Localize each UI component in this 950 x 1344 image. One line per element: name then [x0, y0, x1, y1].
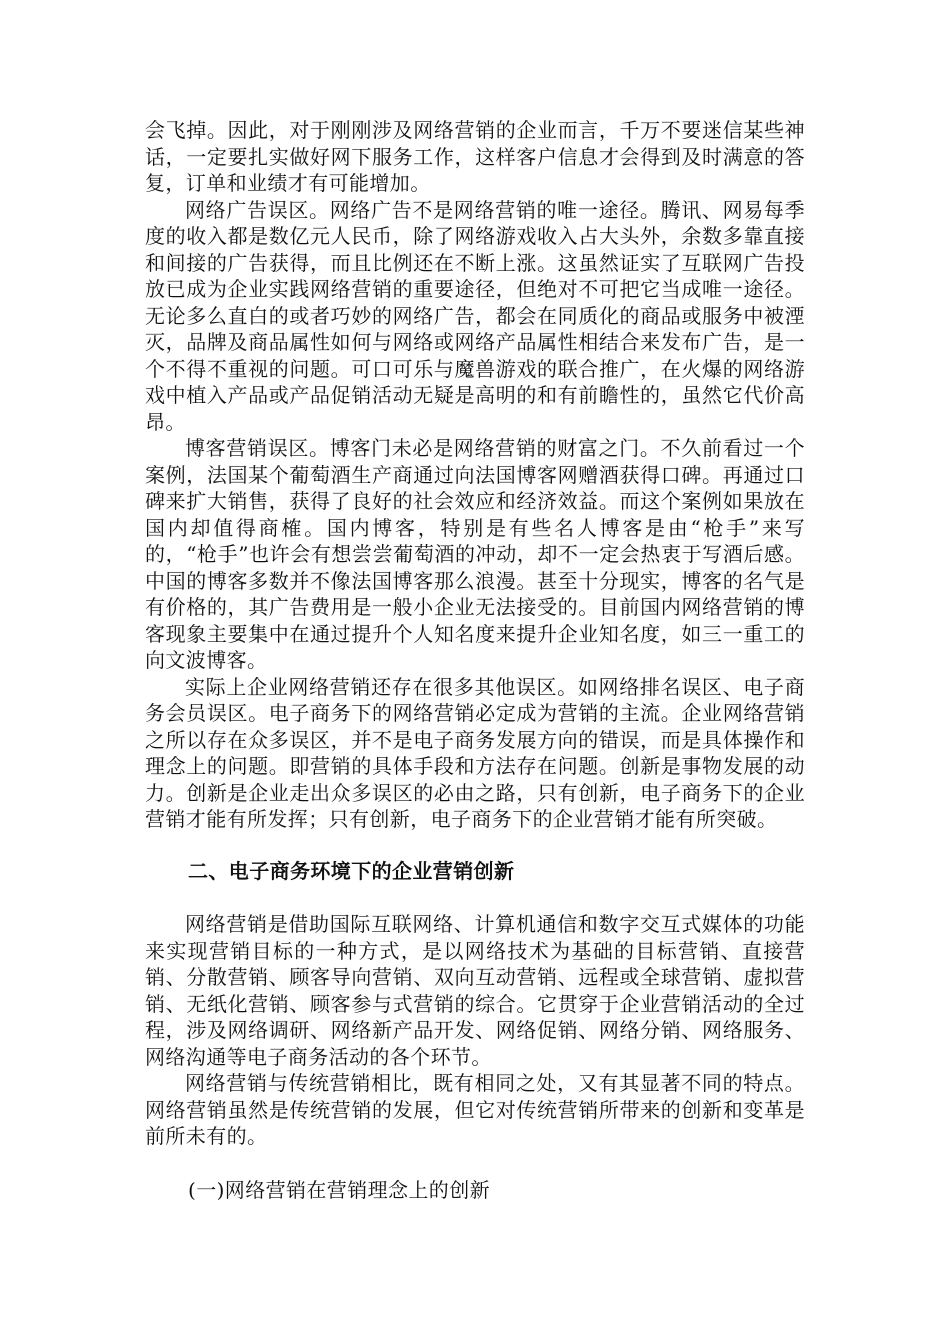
paragraph-other-misconceptions: 实际上企业网络营销还存在很多其他误区。如网络排名误区、电子商务会员误区。电子商务下的网络营销必定成为营销的主流。企业网络营销之所以存在众多误区，并不是电子商务发展方向的错误，而是具体操作和理念上的问题。即营销的具体手段和方法存在问题。创新是事物发展的动力。创新是企业走出众多误区的必由之路，只有创新，电子商务下的企业营销才能有所发挥；只有创新，电子商务下的企业营销才能有所突破。 [145, 674, 805, 831]
document-page [145, 117, 805, 1203]
subsection-heading: (一)网络营销在营销理念上的创新 [188, 1177, 491, 1202]
paragraph-network-marketing-definition: 网络营销是借助国际互联网络、计算机通信和数字交互式媒体的功能来实现营销目标的一种方式，是以网络技术为基础的目标营销、直接营销、分散营销、顾客导向营销、双向互动营销、远程或全球营销、虚拟营销、无纸化营销、顾客参与式营销的综合。它贯穿于企业营销活动的全过程，涉及网络调研、网络新产品开发、网络促销、网络分销、网络服务、网络沟通等电子商务活动的各个环节。 [145, 912, 805, 1069]
paragraph-network-vs-traditional: 网络营销与传统营销相比，既有相同之处，又有其显著不同的特点。网络营销虽然是传统营销的发展，但它对传统营销所带来的创新和变革是前所未有的。 [145, 1071, 805, 1148]
paragraph-blog-misconception: 博客营销误区。博客门未必是网络营销的财富之门。不久前看过一个案例，法国某个葡萄酒生产商通过向法国博客网赠酒获得口碑。再通过口碑来扩大销售，获得了良好的社会效应和经济效益。而这个案例如果放在国内却值得商榷。国内博客，特别是有些名人博客是由“枪手”来写的，“枪手”也许会有想尝尝葡萄酒的冲动，却不一定会热衷于写酒后感。中国的博客多数并不像法国博客那么浪漫。甚至十分现实，博客的名气是有价格的，其广告费用是一般小企业无法接受的。目前国内网络营销的博客现象主要集中在通过提升个人知名度来提升企业知名度，如三一重工的向文波博客。 [145, 436, 805, 672]
section-heading: 二、电子商务环境下的企业营销创新 [188, 858, 515, 883]
paragraph-continuation: 会飞掉。因此，对于刚刚涉及网络营销的企业而言，千万不要迷信某些神话，一定要扎实做好网下服务工作，这样客户信息才会得到及时满意的答复，订单和业绩才有可能增加。 [145, 118, 805, 195]
paragraph-ad-misconception: 网络广告误区。网络广告不是网络营销的唯一途径。腾讯、网易每季度的收入都是数亿元人民币，除了网络游戏收入占大头外，余数多靠直接和间接的广告获得，而且比例还在不断上涨。这虽然证实了互联网广告投放已成为企业实践网络营销的重要途径，但绝对不可把它当成唯一途径。无论多么直白的或者巧妙的网络广告，都会在同质化的商品或服务中被湮灭，品牌及商品属性如何与网络或网络产品属性相结合来发布广告，是一个不得不重视的问题。可口可乐与魔兽游戏的联合推广，在火爆的网络游戏中植入产品或产品促销活动无疑是高明的和有前瞻性的，虽然它代价高昂。 [145, 197, 805, 434]
